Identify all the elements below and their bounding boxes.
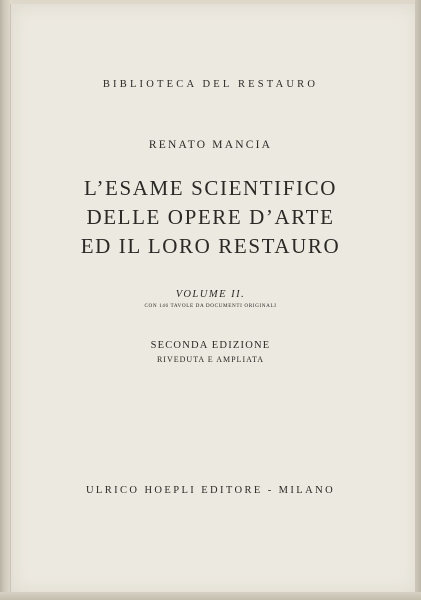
edition-label: SECONDA EDIZIONE xyxy=(150,340,271,351)
edition-note: RIVEDUTA E AMPLIATA xyxy=(156,355,265,364)
book-title-line-1: L’ESAME SCIENTIFICO xyxy=(83,176,338,200)
book-title-line-2: DELLE OPERE D’ARTE xyxy=(86,205,335,229)
page-bottom-edge xyxy=(0,592,421,600)
book-title-line-3: ED IL LORO RESTAURO xyxy=(80,234,341,258)
page-right-edge xyxy=(415,0,421,600)
volume-label: VOLUME II. xyxy=(175,289,246,300)
author-name: RENATO MANCIA xyxy=(148,139,273,151)
series-name: BIBLIOTECA DEL RESTAURO xyxy=(102,79,319,90)
plates-note: CON 146 TAVOLE DA DOCUMENTI ORIGINALI xyxy=(144,303,277,309)
publisher-imprint: ULRICO HOEPLI EDITORE - MILANO xyxy=(85,485,336,496)
